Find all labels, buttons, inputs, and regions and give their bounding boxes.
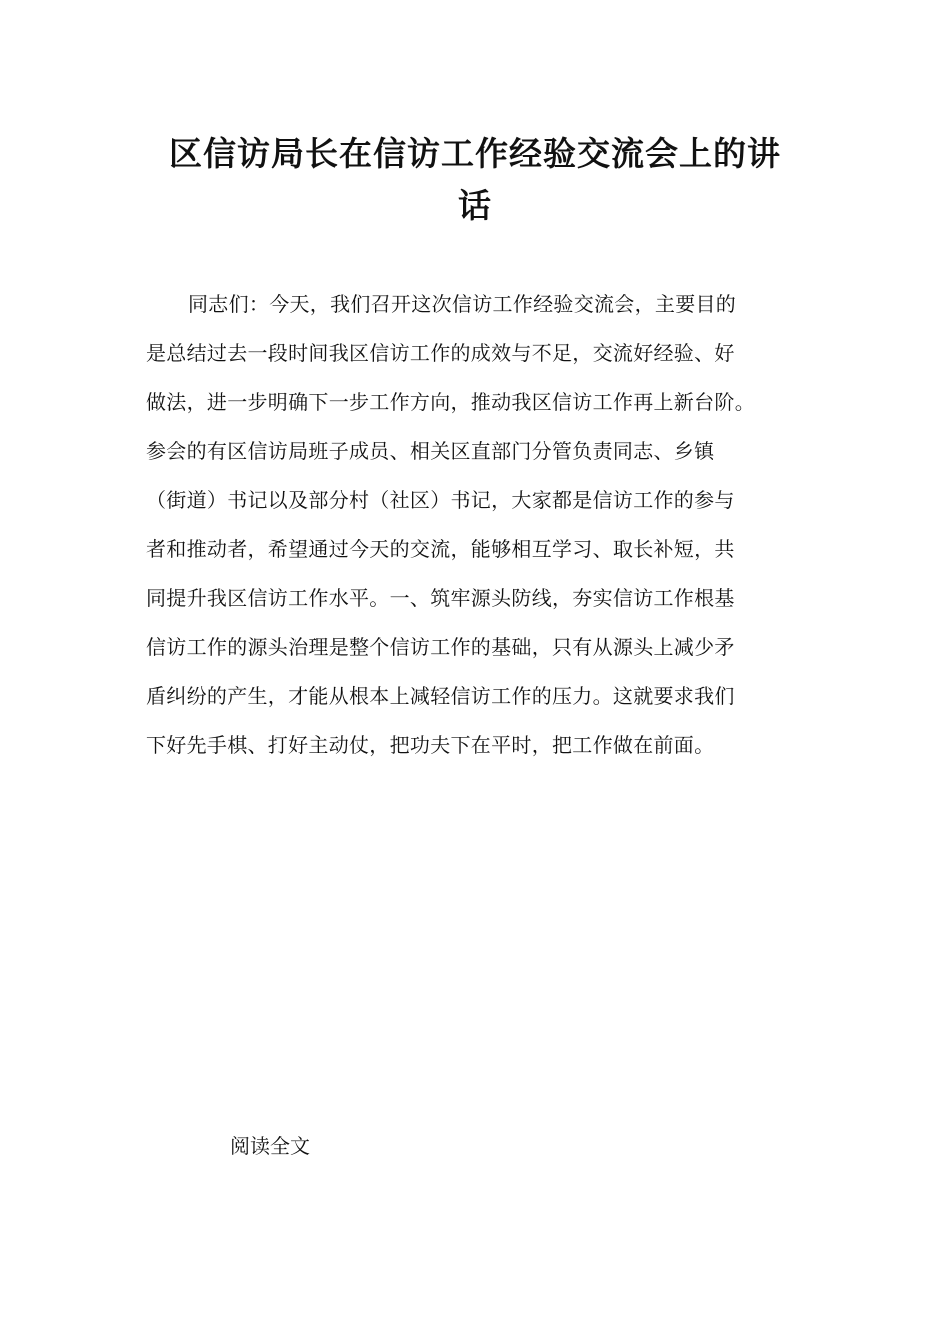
body-line: 同提升我区信访工作水平。一、筑牢源头防线，夯实信访工作根基 bbox=[146, 586, 735, 610]
body-line: 盾纠纷的产生，才能从根本上减轻信访工作的压力。这就要求我们 bbox=[146, 684, 735, 708]
body-line: 者和推动者，希望通过今天的交流，能够相互学习、取长补短，共 bbox=[146, 537, 735, 561]
title-line: 话 bbox=[458, 186, 492, 225]
document-body bbox=[146, 280, 814, 770]
read-more-link[interactable]: 阅读全文 bbox=[230, 1134, 310, 1158]
body-line: （街道）书记以及部分村（社区）书记，大家都是信访工作的参与 bbox=[146, 488, 735, 512]
body-line: 参会的有区信访局班子成员、相关区直部门分管负责同志、乡镇 bbox=[146, 439, 715, 463]
body-line: 下好先手棋、打好主动仗，把功夫下在平时，把工作做在前面。 bbox=[146, 733, 715, 757]
body-line: 是总结过去一段时间我区信访工作的成效与不足，交流好经验、好 bbox=[146, 341, 735, 365]
body-line: 信访工作的源头治理是整个信访工作的基础，只有从源头上减少矛 bbox=[146, 635, 735, 659]
body-line: 做法，进一步明确下一步工作方向，推动我区信访工作再上新台阶。 bbox=[146, 390, 755, 414]
body-line: 同志们：今天，我们召开这次信访工作经验交流会，主要目的 bbox=[188, 292, 737, 316]
document-title bbox=[150, 128, 800, 232]
title-line: 区信访局长在信访工作经验交流会上的讲 bbox=[169, 134, 781, 173]
